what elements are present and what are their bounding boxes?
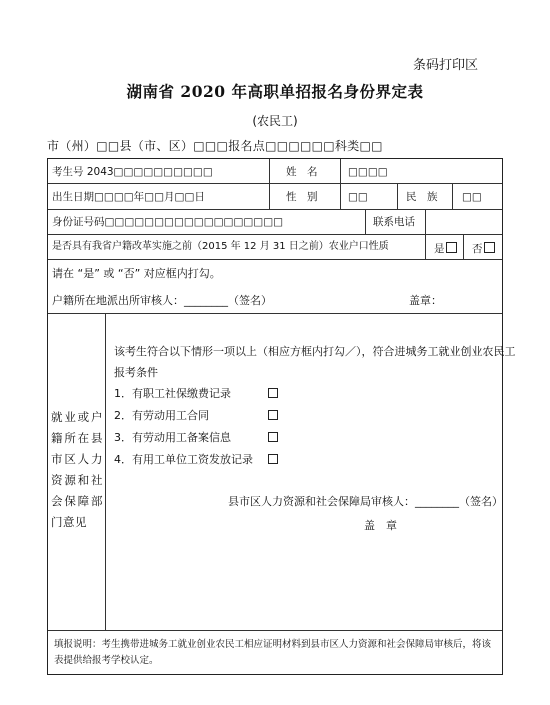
instruction-text: 请在 “是” 或 “否” 对应框内打勾。 bbox=[52, 267, 221, 280]
row-divider bbox=[48, 234, 502, 235]
row-divider bbox=[48, 209, 502, 210]
birth-date-field[interactable]: 出生日期□□□□年□□月□□日 bbox=[52, 191, 205, 203]
ethnicity-field[interactable]: □□ bbox=[462, 191, 482, 203]
criteria-item-social-insurance: 1．有职工社保缴费记录 bbox=[114, 387, 231, 400]
checkbox-icon[interactable] bbox=[446, 242, 457, 253]
row-divider bbox=[48, 630, 502, 631]
exam-number-field[interactable]: 考生号 2043□□□□□□□□□□ bbox=[52, 166, 213, 178]
hukou-question: 是否具有我省户籍改革实施之前（2015 年 12 月 31 日之前）农业户口性质 bbox=[52, 241, 389, 252]
criteria-item-wage-records: 4．有用工单位工资发放记录 bbox=[114, 453, 253, 466]
gender-field[interactable]: □□ bbox=[348, 191, 368, 203]
page-subtitle: (农民工) bbox=[252, 114, 298, 128]
no-label: 否 bbox=[472, 243, 483, 255]
col-divider bbox=[340, 159, 341, 209]
criteria-item-labor-contract: 2．有劳动用工合同 bbox=[114, 409, 209, 422]
hr-reviewer-signature[interactable]: 县市区人力资源和社会保障局审核人：________（签名） bbox=[228, 495, 503, 508]
col-divider bbox=[463, 234, 464, 259]
hr-intro-line2: 报考条件 bbox=[114, 366, 158, 379]
checkbox-icon[interactable] bbox=[268, 454, 278, 464]
police-seal-label: 盖章： bbox=[409, 294, 442, 307]
hr-seal-label: 盖 章 bbox=[364, 519, 397, 532]
col-divider bbox=[452, 184, 453, 209]
name-label: 姓 名 bbox=[286, 166, 318, 178]
id-number-field[interactable]: 身份证号码□□□□□□□□□□□□□□□□□□ bbox=[52, 216, 284, 228]
identity-form-table bbox=[47, 158, 516, 675]
ethnicity-label: 民 族 bbox=[406, 191, 438, 203]
police-reviewer-signature[interactable]: 户籍所在地派出所审核人：________（签名） bbox=[52, 294, 272, 307]
row-divider bbox=[48, 183, 502, 184]
checkbox-icon[interactable] bbox=[268, 388, 278, 398]
barcode-area-label: 条码打印区 bbox=[412, 58, 478, 73]
criteria-item-filing-info: 3．有劳动用工备案信息 bbox=[114, 431, 231, 444]
hr-intro-line1: 该考生符合以下情形一项以上（相应方框内打勾／），符合进城务工就业创业农民工 bbox=[114, 345, 516, 358]
checkbox-icon[interactable] bbox=[268, 432, 278, 442]
col-divider bbox=[269, 159, 270, 209]
gender-label: 性 别 bbox=[286, 191, 318, 203]
col-divider bbox=[105, 313, 106, 630]
checkbox-icon[interactable] bbox=[268, 410, 278, 420]
filling-instructions: 填报说明：考生携带进城务工就业创业农民工相应证明材料到县市区人力资源和社会保障局审核后，将该表提供给报考学校认定。 bbox=[54, 639, 492, 666]
col-divider bbox=[365, 209, 366, 234]
name-field[interactable]: □□□□ bbox=[348, 166, 388, 178]
phone-label: 联系电话 bbox=[373, 216, 415, 228]
location-line: 市（州）□□县（市、区）□□□报名点□□□□□□科类□□ bbox=[47, 139, 383, 153]
hr-department-label: 就业或户籍所在县市区人力资源和社会保障部门意见 bbox=[51, 410, 103, 529]
yes-option[interactable] bbox=[434, 242, 457, 255]
col-divider bbox=[425, 209, 426, 234]
no-option[interactable] bbox=[472, 242, 495, 255]
row-divider bbox=[48, 259, 502, 260]
page-title: 湖南省 2020 年高职单招报名身份界定表 bbox=[126, 82, 424, 101]
col-divider bbox=[425, 234, 426, 259]
yes-label: 是 bbox=[434, 243, 445, 255]
col-divider bbox=[397, 184, 398, 209]
row-divider bbox=[48, 313, 502, 314]
checkbox-icon[interactable] bbox=[484, 242, 495, 253]
